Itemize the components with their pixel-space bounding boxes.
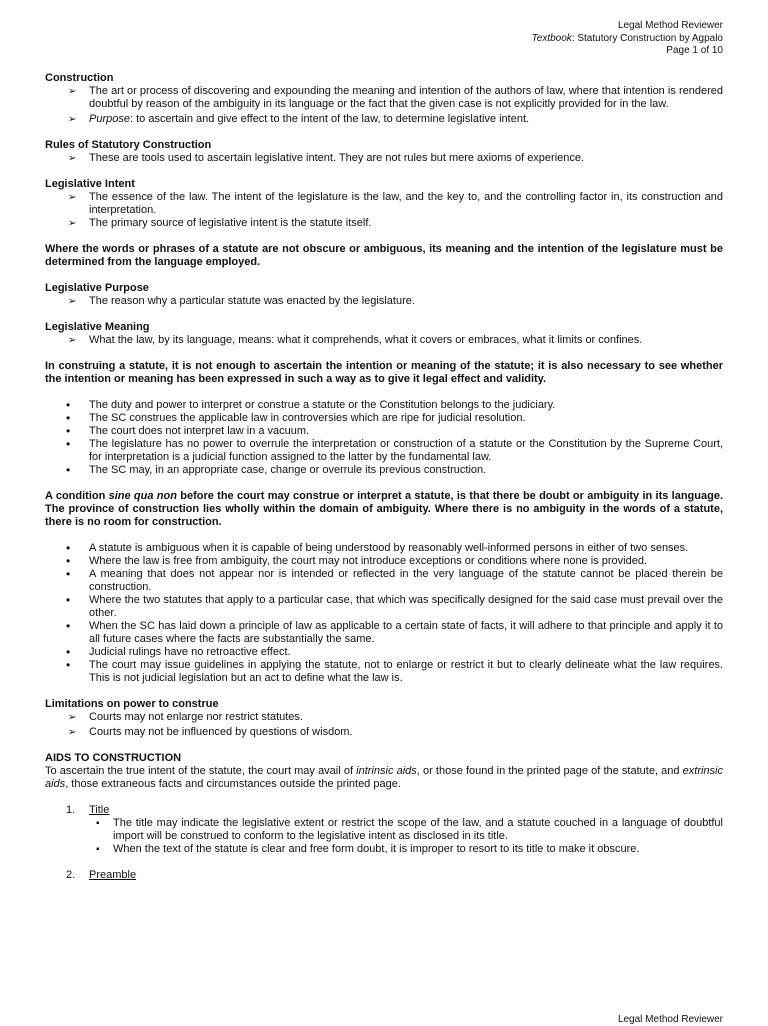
- list-item: • A meaning that does not appear nor is intended or reflected in the very language of the statute cannot be placed therein be construction.: [45, 568, 723, 594]
- list-item: • Where the two statutes that apply to a particular case, that which was specifically designed for the said case must prevail over the other.: [45, 594, 723, 620]
- heading-limitations: Limitations on power to construe: [45, 698, 219, 710]
- meaning-list: [45, 334, 723, 347]
- list-item: • The court does not interpret law in a vacuum.: [45, 425, 723, 438]
- construction-list: [45, 85, 723, 126]
- heading-intent: Legislative Intent: [45, 178, 135, 190]
- purpose-text: : to ascertain and give effect to the intent of the law, to determine legislative intent.: [129, 113, 530, 125]
- aids-text-3: , those extraneous facts and circumstances outside the printed page.: [65, 778, 401, 790]
- section-intent: [45, 178, 723, 230]
- list-item: • The legislature has no power to overrule the interpretation or construction of a statute or the Constitution by the Supreme Court, for interpretation is a judicial function assigned to the latter by the fundamental law.: [45, 438, 723, 464]
- header-textbook: [532, 33, 723, 46]
- textbook-value: : Statutory Construction by Agpalo: [571, 32, 723, 44]
- list-item: • The SC may, in an appropriate case, change or overrule its previous construction.: [45, 464, 723, 477]
- heading-aids: AIDS TO CONSTRUCTION: [45, 752, 182, 764]
- bold3-italic: sine qua non: [108, 490, 177, 502]
- heading-construction: Construction: [45, 72, 114, 84]
- bold3-post: before the court may construe or interpret a statute, is that there be doubt or ambiguity in its language. The province of construction lies wholly within the domain of ambiguity. Where there is no ambiguity in the words of a statute, there is no room for construction.: [45, 490, 724, 528]
- list-item: ▪ The title may indicate the legislative extent or restrict the scope of the law, and a statute couched in a language of doubtful import will be construed to conform to the legislative intent as disclosed in its title.: [45, 817, 723, 843]
- list-item: ➢ Courts may not enlarge nor restrict statutes.: [45, 711, 723, 724]
- list-item: ➢ The art or process of discovering and expounding the meaning and intention of the authors of law, where that intention is rendered doubtful by reason of the ambiguity in its language or the fact that the given case is not explicitly provided for in the law.: [45, 85, 723, 111]
- heading-meaning: Legislative Meaning: [45, 321, 150, 333]
- list-item: ➢ These are tools used to ascertain legislative intent. They are not rules but mere axioms of experience.: [45, 152, 723, 165]
- ambiguity-list: [45, 542, 723, 685]
- section-purpose: [45, 282, 723, 308]
- bold-paragraph-3: [45, 490, 723, 529]
- aids-extrinsic: extrinsic aids: [45, 765, 723, 790]
- rules-list: [45, 152, 723, 165]
- duty-list: [45, 399, 723, 477]
- bold-paragraph-1: Where the words or phrases of a statute are not obscure or ambiguous, its meaning and the intention of the legislature must be determined from the language employed.: [45, 243, 723, 268]
- limitations-list: [45, 711, 723, 739]
- aids-text-1: To ascertain the true intent of the statute, the court may avail of: [45, 765, 357, 777]
- textbook-label: Textbook: [531, 32, 572, 44]
- list-item: • The court may issue guidelines in applying the statute, not to enlarge or restrict it but to clearly delineate what the law requires. This is not judicial legislation but an act to define what the law is.: [45, 659, 723, 685]
- section-aids: [45, 752, 723, 791]
- title-sublist: [45, 817, 723, 856]
- header-title: Legal Method Reviewer: [617, 20, 723, 31]
- purpose-list: [45, 295, 723, 308]
- list-item: [45, 113, 723, 126]
- section-construction: [45, 72, 723, 126]
- aids-numbered-list: [45, 804, 723, 882]
- page-number: Page 1 of 10: [666, 45, 723, 56]
- section-rules: [45, 139, 723, 165]
- page-header: [532, 20, 723, 58]
- list-item: • Where the law is free from ambiguity, the court may not introduce exceptions or conditions where none is provided.: [45, 555, 723, 568]
- document-body: [45, 72, 723, 882]
- item-number: 1.: [66, 804, 76, 816]
- list-item: • Judicial rulings have no retroactive effect.: [45, 646, 723, 659]
- numbered-item-preamble: [45, 869, 723, 882]
- list-item: ▪ When the text of the statute is clear and free form doubt, it is improper to resort to its title to make it obscure.: [45, 843, 723, 856]
- list-item: ➢ Courts may not be influenced by questions of wisdom.: [45, 726, 723, 739]
- aids-text-2: , or those found in the printed page of the statute, and: [416, 765, 683, 777]
- purpose-label: Purpose: [89, 113, 130, 125]
- numbered-item-title: [45, 804, 723, 856]
- aids-paragraph: [45, 765, 723, 791]
- list-item: • When the SC has laid down a principle of law as applicable to a certain state of facts, it will adhere to that principle and apply it to all future cases where the facts are substantially the same.: [45, 620, 723, 646]
- list-item: ➢ The essence of the law. The intent of the legislature is the law, and the key to, and the controlling factor in, its construction and interpretation.: [45, 191, 723, 217]
- list-item: ➢ The primary source of legislative intent is the statute itself.: [45, 217, 723, 230]
- page-footer: Legal Method Reviewer: [617, 1014, 723, 1025]
- item-number: 2.: [66, 869, 76, 881]
- bold3-pre: A condition: [45, 490, 109, 502]
- heading-purpose: Legislative Purpose: [45, 282, 149, 294]
- intent-list: [45, 191, 723, 230]
- bold-paragraph-2: In construing a statute, it is not enough to ascertain the intention or meaning of the statute; it is also necessary to see whether the intention or meaning has been expressed in such a way as to give it legal effect and validity.: [45, 360, 723, 385]
- list-item: ➢ The reason why a particular statute was enacted by the legislature.: [45, 295, 723, 308]
- list-item: ➢ What the law, by its language, means: what it comprehends, what it covers or embraces, what it limits or confines.: [45, 334, 723, 347]
- section-meaning: [45, 321, 723, 347]
- section-limitations: [45, 698, 723, 739]
- list-item: • A statute is ambiguous when it is capable of being understood by reasonably well-informed persons in either of two senses.: [45, 542, 723, 555]
- aids-intrinsic: intrinsic aids: [356, 765, 417, 777]
- item-title: Preamble: [89, 869, 137, 881]
- list-item: • The duty and power to interpret or construe a statute or the Constitution belongs to the judiciary.: [45, 399, 723, 412]
- item-title: Title: [89, 804, 110, 816]
- heading-rules: Rules of Statutory Construction: [45, 139, 212, 151]
- list-item: • The SC construes the applicable law in controversies which are ripe for judicial resolution.: [45, 412, 723, 425]
